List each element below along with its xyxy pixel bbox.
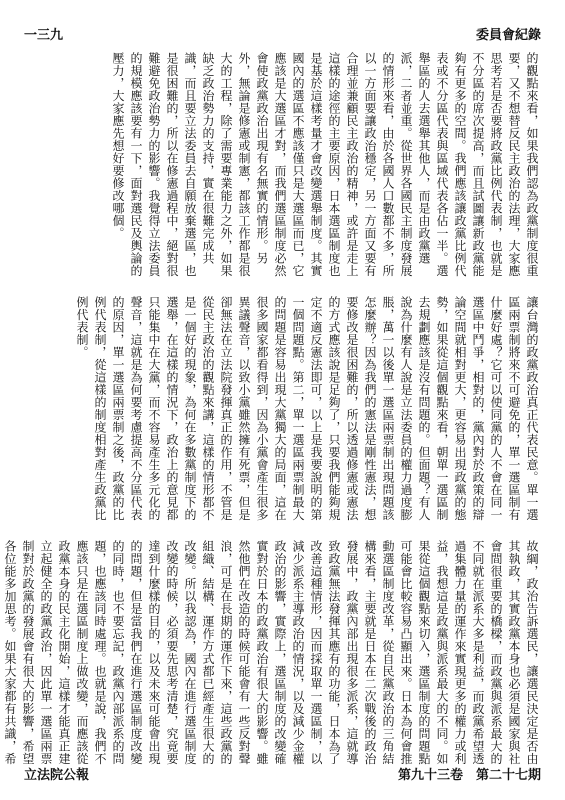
column-paragraph: 故綱，政治告訴選民，讓選民決定是否由其執政，其實政黨本身也必須是國家與社會間很重要的橋樑，而政黨與派系最大的不同就在派系大多是利益，而政黨希望透過集體力量的運作來實現更多的權力或利益，我想這是政黨與派系最大的不同。如果從這個觀點來切入，選區制度的問題點可能會比較容易凸顯出來。日本為何會推動選區制度改革，從自民黨政治的三角結構來看，主要就是日本在二次戰後的政治發展中，政黨內部出現很多派系，這就導致政黨無法發揮其應有的功能，日本為了改善這種情形，因而採取單一選區制，以減少派系主導政治的情況，以及減少金權政治的影響，實際上，選區制度的改變確實對於日本的政黨政治有很大的影響。雖然他們在改造的時候可能會有一些反對聲浪，可是在長期的運作下來，這些政黨的組織、結構、運作方式都已經產生很大的改變。所以我認為，國內在進行選區制度改變的時候，必須要先思考清楚，究竟要達到什麼樣的目的，以及未來可能會出現的問題，但是當我們在進行選區制度改變的同時，也不要忘記，政黨內部派系的問題，也應該同時處理。也就是說，我們不應該只是在選區制度上做改變，而應該從政黨本身的民主化開始，這樣才能真正建立起健全的政黨政治，因此單一選區兩票制對於政黨的發展會有很大的影響，希望各位能多加思考。如果大家都有共識，希 [3, 540, 539, 765]
column-paragraph: 的觀點來看，如果我們認為政黨制度很重要，又不想替反民主政治的法理，大家應思考若是否要將政黨比例代表制，也就是不分區的席次提高，而且試圖讓新政黨能夠有更多的空間。我們應該讓政黨比例代表或不分區代表與區域代表各佔一半。選舉區的人去選舉其他人，而是由政黨選派，二者並重。從世界各國民主制度發展的情形來看，由於各國人口數都不多，所以一方面要讓政治穩定，另一方面又要有合理並兼顧民主政治的精神，或許是走上這樣的途徑的主要原因，日本選區制度也是基於這樣考量才會改變選舉制度。其實國內的選區不應該僅只是大選區而已，它應該是大選區才對，而我們選區制度必然會使政黨政治出現有名無實的情形。另外，無論是修憲或制憲，都該工作都是很大的工程，除了需要專業能力之外，如果缺乏政治勢力的支持，實在很難完成共識，而且要立法委員去自願放棄選區，也是很困難的，所以在修憲過程中，絕對很難避免政治勢力的影響。我覺得立法委員的規模應該要有一下，面對選民及輿論的壓力，大家應先想好要修改哪個。 [111, 52, 539, 277]
text-column-top [24, 52, 541, 284]
issue-number: 第九十三卷 第二十七期 [397, 768, 541, 783]
column-paragraph: 讓台灣的政黨政治真正代表民意。單一選區兩票制將來不可避免的，單一選區制有什麼好處？它可以使同黨的人不會在同一選區中鬥爭，相對的，黨內對於政策的辯論空間就相對更大，更容易出現政黨的態勢，如果從這個觀點來看，朝單一選區制去規劃應該是沒有問題的。但面題？有人說為什麼有人說是立法委員的權力過度膨脹，萬一以後單一選區兩票制出現問題該怎麼辦？因為我們的憲法是剛性憲法，想要修改是很困難的，所以透過修憲或憲法的方式應該說是足夠了，只要我們能夠規定不適反憲法即可，以上是我要說明的第一個問題點。第二，單一選區兩票制最大的問題是容易出現大黨獨大的局面，這在很多國家都看得到，因為小黨會產生很多異議聲音，以致小黨雖然擁有死票，但是卻無法在立法院發揮真正的作用，不管是從民主政治的觀點來講，這樣的情形都不是一個好的現象，為何在多數黨制度下的選舉，在這樣的情況下，政治上的意見都只能集中在大黨，而不容易產生多元化的聲音，這就是為何要考慮提高不分區代表的原因，單一選區兩票制之後，政黨的比例代表制，從這樣的制度相對產生政黨比例代表制。 [75, 296, 539, 521]
body-text [3, 52, 541, 765]
page-footer [24, 764, 541, 788]
section-title: 委員會紀錄 [475, 28, 541, 43]
text-column-middle [24, 296, 541, 528]
text-column-bottom [3, 540, 541, 772]
page-number: 一三九 [24, 28, 64, 43]
page-header [24, 24, 541, 48]
publication-title: 立法院公報 [24, 768, 90, 783]
